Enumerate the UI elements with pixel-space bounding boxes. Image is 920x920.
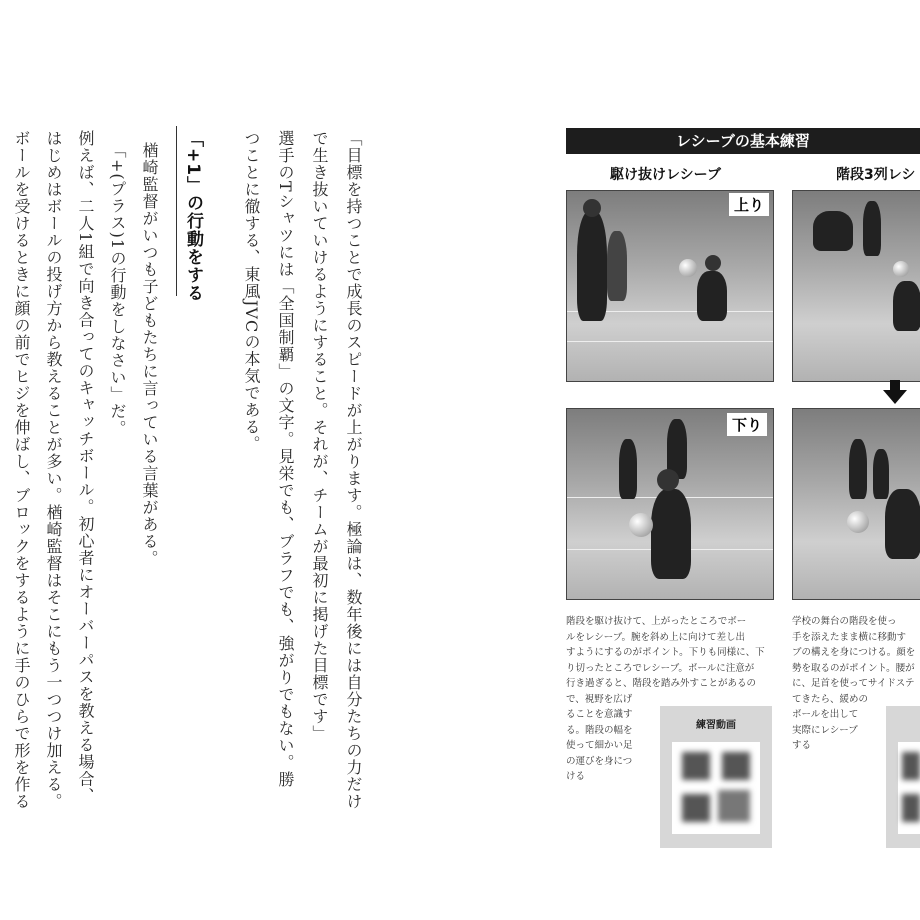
section-banner: レシーブの基本練習	[566, 128, 920, 154]
tag-down: 下り	[727, 413, 767, 436]
heading-rule	[176, 126, 177, 296]
photo-down	[566, 408, 774, 600]
body-column-3: 選手のTシャツには「全国制覇」の文字。見栄でも、ブラフでも、強がりでもない。勝	[276, 130, 295, 788]
body-column-5: 楢崎監督がいつも子どもたちに言っている言葉がある。	[140, 142, 159, 567]
body-column-8: はじめはボールの投げ方から教えることが多い。楢崎監督はそこにもう一つつけ加える。	[44, 130, 63, 810]
qr-code[interactable]	[672, 742, 760, 834]
body-column-1: 「目標を持つことで成長のスピードが上がります。極論は、数年後には自分たちの力だけ	[344, 130, 363, 810]
body-column-4: つことに徹する、東風JVCの本気である。	[242, 130, 261, 453]
caption-right: 学校の舞台の階段を使っ 手を添えたまま横に移動す ブの構えを身につける。顔を 勢を取るのがポイント。腰が に、足首を使ってサイドステ てきたら、緩めの ボールを出して 実際にレシーブ する	[792, 616, 916, 751]
photo-stairs-top	[792, 190, 920, 382]
photo-up	[566, 190, 774, 382]
caption-left: 階段を駆け抜けて、上がったところでボー ルをレシーブ。腕を斜め上に向けて差し出 すようにするのがポイント。下りも同様に、下 り切ったところでレシーブ。ボールに注意が 行き過ぎると、階段を踏み外すことがあるの で、視野を広げ ることを意識す る。階段の幅を 使って細かい足 の運びを身につ ける	[566, 616, 765, 782]
tag-up: 上り	[729, 193, 769, 216]
body-column-7: 例えば、二人1組で向き合ってのキャッチボール。初心者にオーバーパスを教える場合、	[76, 130, 95, 805]
photo-stairs-bottom	[792, 408, 920, 600]
qr-panel	[660, 706, 772, 848]
subtitle-left: 駆け抜けレシーブ	[610, 167, 721, 183]
qr-code-right[interactable]	[898, 742, 920, 834]
body-column-10	[0, 130, 6, 810]
body-column-9: ボールを受けるときに顔の前でヒジを伸ばし、ブロックをするように手のひらで形を作る	[12, 130, 31, 810]
down-arrow-icon	[883, 390, 907, 404]
body-column-6: 「+(プラス)1の行動をしなさい」だ。	[108, 142, 127, 438]
body-column-2: で生き抜いていけるようにすること。それが、チームが最初に掲げた目標です」	[310, 130, 329, 742]
subtitle-right: 階段3列レシ	[836, 167, 916, 183]
section-heading: 「+1」の行動をする	[183, 130, 203, 303]
qr-label: 練習動画	[696, 720, 736, 731]
qr-panel-right	[886, 706, 920, 848]
arrow-stem	[890, 380, 900, 390]
